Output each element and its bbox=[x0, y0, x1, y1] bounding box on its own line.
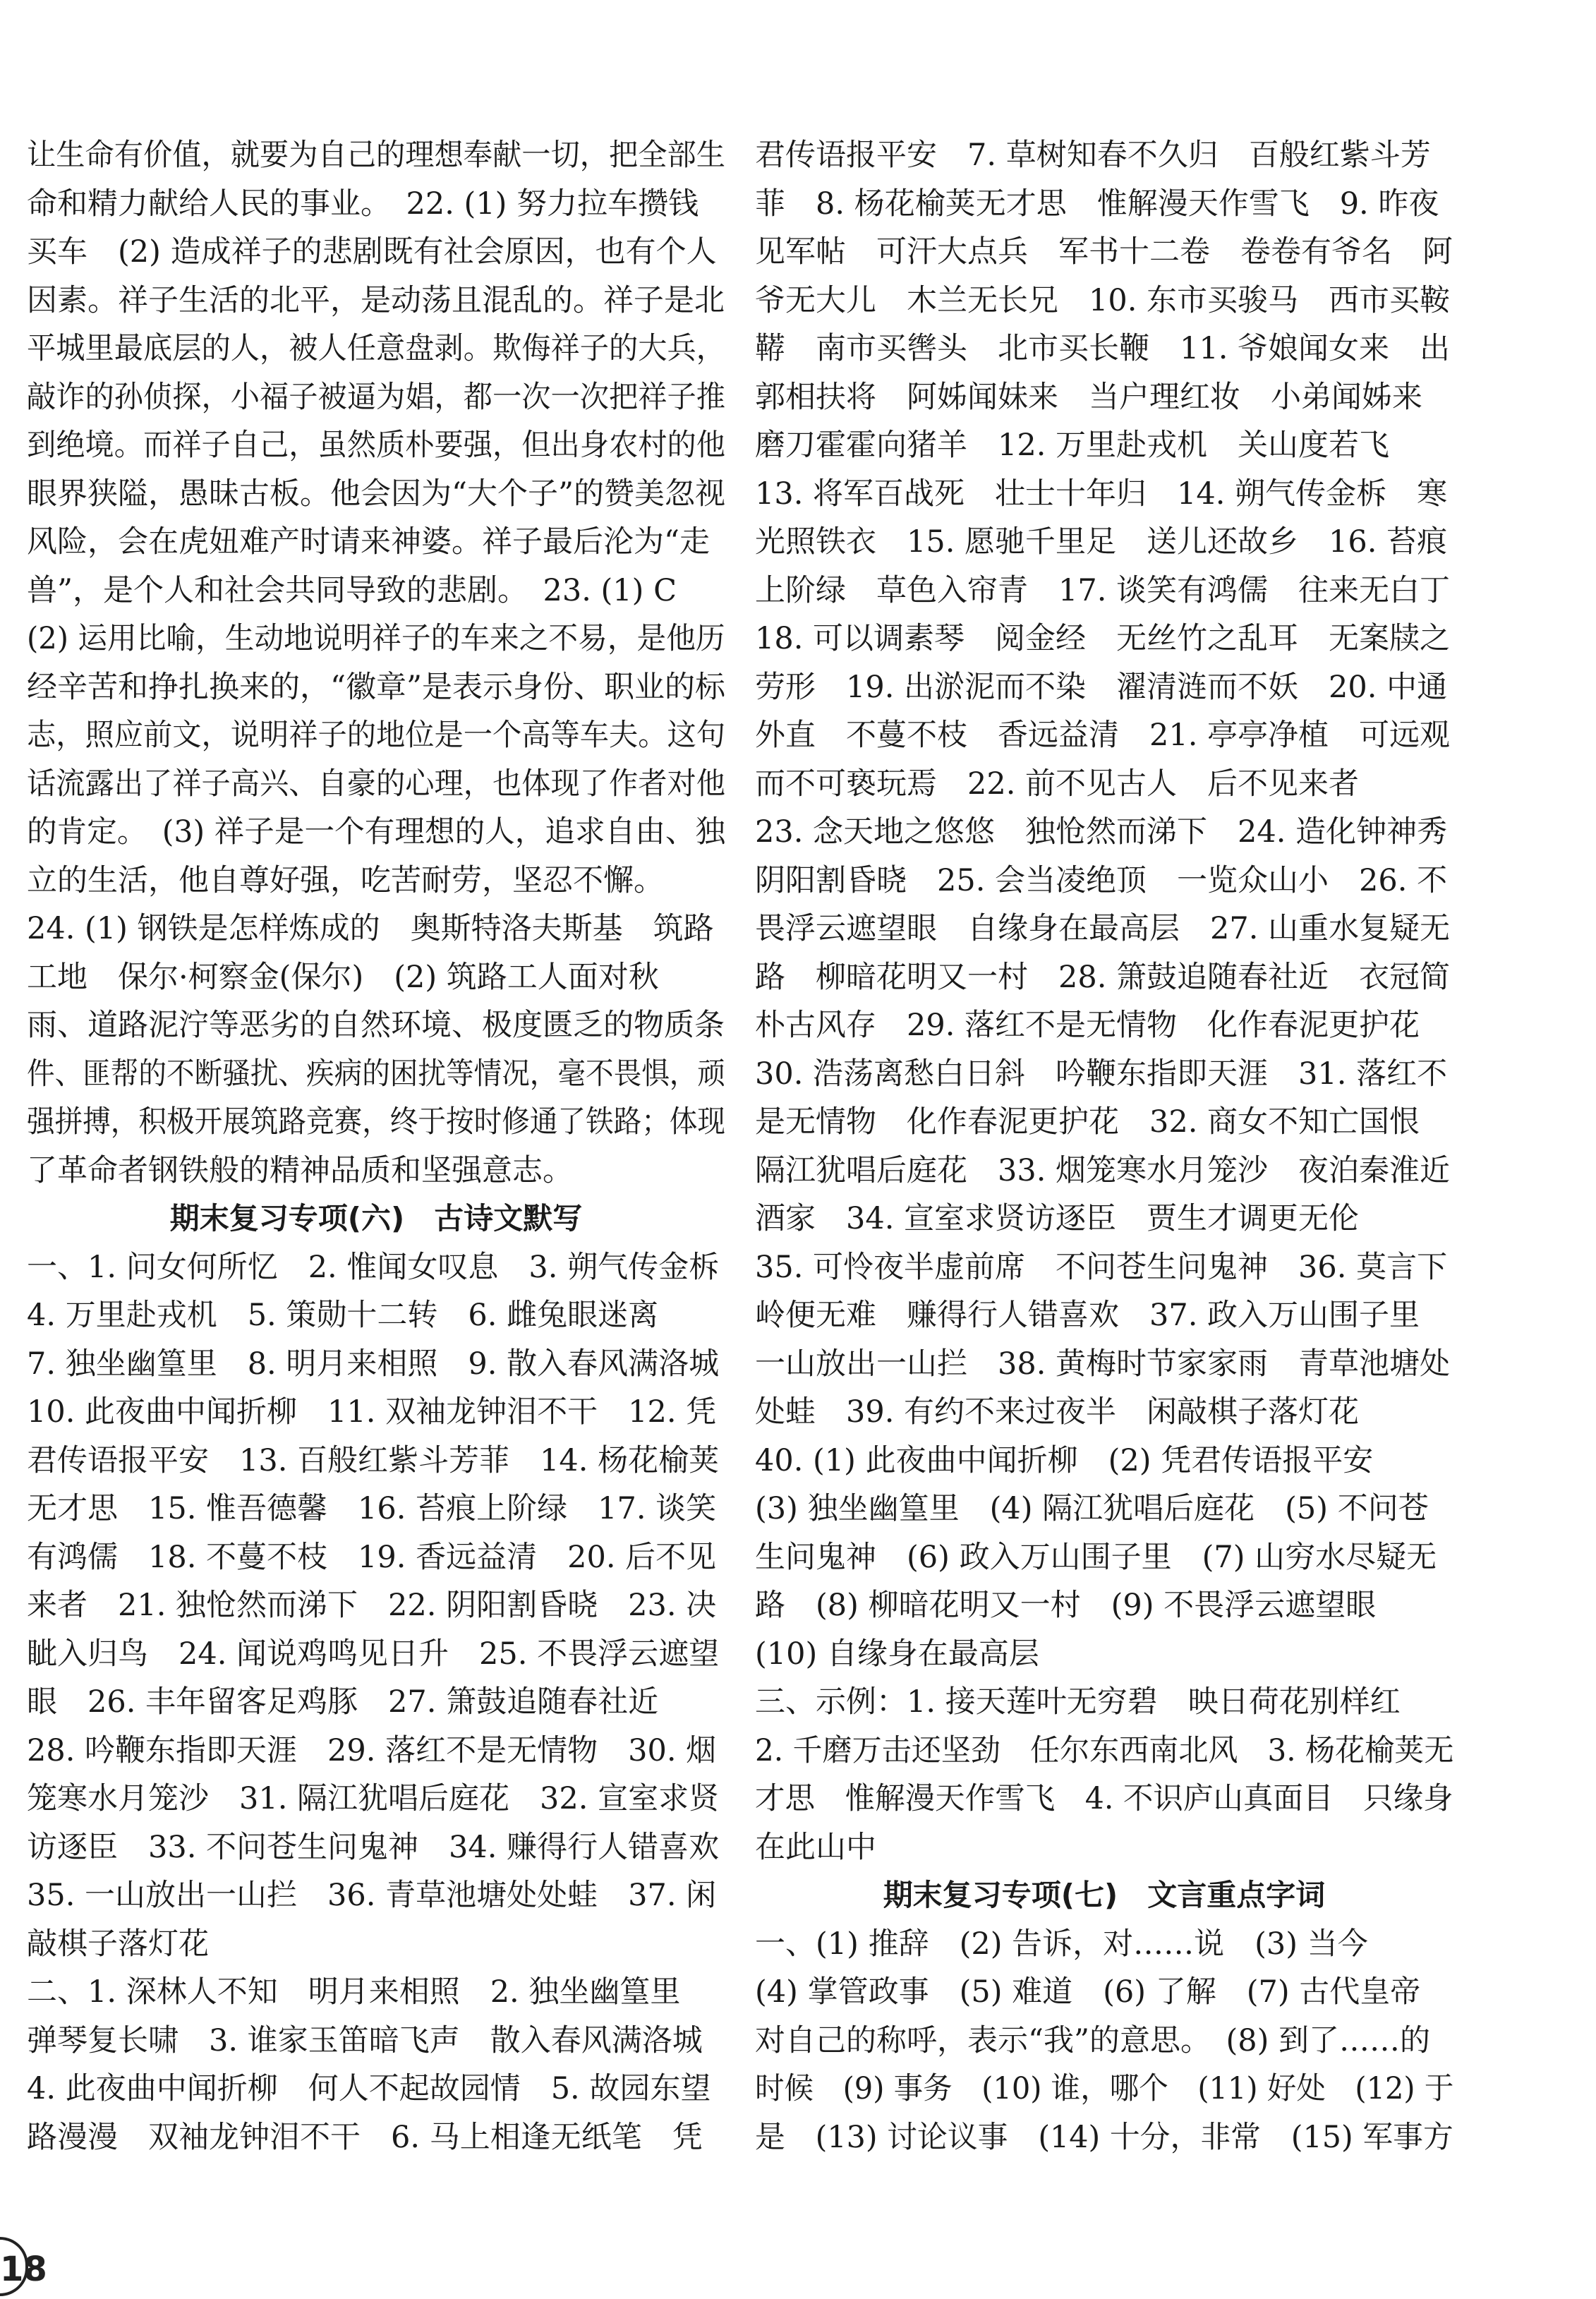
text-line: 笼寒水月笼沙 31. 隔江犹唱后庭花 32. 宣室求贤 bbox=[27, 1781, 720, 1816]
text-line: 生问鬼神 (6) 政入万山围子里 (7) 山穷水尽疑无 bbox=[755, 1539, 1437, 1575]
text-line: (10) 自缘身在最高层 bbox=[755, 1636, 1039, 1672]
text-line: 24. (1) 钢铁是怎样炼成的 奥斯特洛夫斯基 筑路 bbox=[27, 911, 714, 946]
text-line: 2. 千磨万击还坚劲 任尔东西南北风 3. 杨花榆荚无 bbox=[755, 1732, 1454, 1768]
text-line: 35. 可怜夜半虚前席 不问苍生问鬼神 36. 莫言下 bbox=[755, 1249, 1448, 1285]
page-number: 18 bbox=[0, 2250, 47, 2289]
left-column bbox=[27, 131, 725, 2161]
text-line: 君传语报平安 7. 草树知春不久归 百般红紫斗芳 bbox=[755, 138, 1431, 173]
text-line: 上阶绿 草色入帘青 17. 谈笑有鸿儒 往来无白丁 bbox=[755, 572, 1451, 608]
text-line: 雨、道路泥泞等恶劣的自然环境、极度匮乏的物质条 bbox=[27, 1008, 725, 1043]
page-number-badge bbox=[0, 2237, 47, 2296]
text-line: 见军帖 可汗大点兵 军书十二卷 卷卷有爷名 阿 bbox=[755, 234, 1453, 270]
text-line: 菲 8. 杨花榆荚无才思 惟解漫天作雪飞 9. 昨夜 bbox=[755, 186, 1439, 222]
text-line: 28. 吟鞭东指即天涯 29. 落红不是无情物 30. 烟 bbox=[27, 1732, 717, 1768]
text-line: 买车 (2) 造成祥子的悲剧既有社会原因，也有个人 bbox=[27, 234, 717, 270]
text-line: 23. 念天地之悠悠 独怆然而涕下 24. 造化钟神秀 bbox=[755, 814, 1448, 850]
text-line: 7. 独坐幽篁里 8. 明月来相照 9. 散入春风满洛城 bbox=[27, 1346, 720, 1382]
text-line: 立的生活，他自尊好强，吃苦耐劳，坚忍不懈。 bbox=[27, 862, 664, 898]
text-line: 光照铁衣 15. 愿驰千里足 送儿还故乡 16. 苔痕 bbox=[755, 524, 1448, 560]
text-line: 10. 此夜曲中闻折柳 11. 双袖龙钟泪不干 12. 凭 bbox=[27, 1394, 717, 1430]
text-line: 劳形 19. 出淤泥而不染 濯清涟而不妖 20. 中通 bbox=[755, 669, 1448, 705]
text-line: 13. 将军百战死 壮士十年归 14. 朔气传金柝 寒 bbox=[755, 476, 1448, 512]
text-line: 命和精力献给人民的事业。 22. (1) 努力拉车攒钱 bbox=[27, 186, 699, 222]
text-line: 才思 惟解漫天作雪飞 4. 不识庐山真面目 只缘身 bbox=[755, 1781, 1453, 1816]
text-line: 路漫漫 双袖龙钟泪不干 6. 马上相逢无纸笔 凭 bbox=[27, 2119, 703, 2155]
text-line: 畏浮云遮望眼 自缘身在最高层 27. 山重水复疑无 bbox=[755, 911, 1451, 946]
text-line: 磨刀霍霍向猪羊 12. 万里赴戎机 关山度若飞 bbox=[755, 428, 1390, 463]
text-line: 无才思 15. 惟吾德馨 16. 苔痕上阶绿 17. 谈笑 bbox=[27, 1491, 717, 1526]
text-line: (2) 运用比喻，生动地说明祥子的车来之不易，是他历 bbox=[27, 621, 725, 656]
text-line: 外直 不蔓不枝 香远益清 21. 亭亭净植 可远观 bbox=[755, 718, 1451, 753]
text-line: 时候 (9) 事务 (10) 谁，哪个 (11) 好处 (12) 于 bbox=[755, 2071, 1454, 2106]
text-line: 朴古风存 29. 落红不是无情物 化作春泥更护花 bbox=[755, 1008, 1420, 1043]
text-line: 兽”，是个人和社会共同导致的悲剧。 23. (1) C bbox=[27, 572, 677, 608]
section-heading: 期末复习专项(七) 文言重点字词 bbox=[883, 1878, 1326, 1912]
text-line: 了革命者钢铁般的精神品质和坚强意志。 bbox=[27, 1152, 573, 1188]
text-line: 敲诈的孙侦探，小福子被逼为娼，都一次一次把祥子推 bbox=[27, 379, 725, 415]
section-heading: 期末复习专项(六) 古诗文默写 bbox=[169, 1201, 583, 1236]
text-line: 访逐臣 33. 不问苍生问鬼神 34. 赚得行人错喜欢 bbox=[27, 1829, 720, 1865]
text-line: 岭便无难 赚得行人错喜欢 37. 政入万山围子里 bbox=[755, 1298, 1420, 1333]
text-line: 平城里最底层的人，被人任意盘剥。欺侮祥子的大兵， bbox=[27, 331, 725, 366]
text-line: 的肯定。 (3) 祥子是一个有理想的人，追求自由、独 bbox=[27, 814, 726, 850]
text-line: 4. 万里赴戎机 5. 策勋十二转 6. 雌兔眼迷离 bbox=[27, 1298, 659, 1333]
text-line: 经辛苦和挣扎换来的，“徽章”是表示身份、职业的标 bbox=[27, 669, 725, 705]
text-line: 路 柳暗花明又一村 28. 箫鼓追随春社近 衣冠简 bbox=[755, 959, 1451, 995]
text-line: 弹琴复长啸 3. 谁家玉笛暗飞声 散入春风满洛城 bbox=[27, 2022, 703, 2058]
text-line: 是无情物 化作春泥更护花 32. 商女不知亡国恨 bbox=[755, 1104, 1420, 1140]
text-line: (4) 掌管政事 (5) 难道 (6) 了解 (7) 古代皇帝 bbox=[755, 1974, 1421, 2010]
text-line: 因素。祥子生活的北平，是动荡且混乱的。祥子是北 bbox=[27, 282, 725, 318]
text-line: 二、1. 深林人不知 明月来相照 2. 独坐幽篁里 bbox=[27, 1974, 681, 2010]
text-line: 隔江犹唱后庭花 33. 烟笼寒水月笼沙 夜泊秦淮近 bbox=[755, 1152, 1451, 1188]
text-line: 话流露出了祥子高兴、自豪的心理，也体现了作者对他 bbox=[27, 766, 725, 802]
text-line: 一、(1) 推辞 (2) 告诉，对……说 (3) 当今 bbox=[755, 1926, 1368, 1962]
text-line: 眼界狭隘，愚昧古板。他会因为“大个子”的赞美忽视 bbox=[27, 476, 725, 512]
text-line: 志，照应前文，说明祥子的地位是一个高等车夫。这句 bbox=[27, 718, 725, 753]
text-line: 18. 可以调素琴 阅金经 无丝竹之乱耳 无案牍之 bbox=[755, 621, 1451, 656]
text-line: 一山放出一山拦 38. 黄梅时节家家雨 青草池塘处 bbox=[755, 1346, 1451, 1382]
text-line: 是 (13) 讨论议事 (14) 十分，非常 (15) 军事方 bbox=[755, 2119, 1453, 2155]
text-line: 件、匪帮的不断骚扰、疾病的困扰等情况，毫不畏惧，顽 bbox=[27, 1056, 725, 1092]
text-line: 而不可亵玩焉 22. 前不见古人 后不见来者 bbox=[755, 766, 1360, 802]
text-line: 35. 一山放出一山拦 36. 青草池塘处处蛙 37. 闲 bbox=[27, 1878, 717, 1913]
text-line: 30. 浩荡离愁白日斜 吟鞭东指即天涯 31. 落红不 bbox=[755, 1056, 1448, 1092]
text-line: 在此山中 bbox=[755, 1829, 876, 1865]
text-line: 三、示例：1. 接天莲叶无穷碧 映日荷花别样红 bbox=[755, 1684, 1401, 1720]
text-line: 让生命有价值，就要为自己的理想奉献一切，把全部生 bbox=[27, 138, 725, 173]
text-line: (3) 独坐幽篁里 (4) 隔江犹唱后庭花 (5) 不问苍 bbox=[755, 1491, 1429, 1526]
text-line: 眦入归鸟 24. 闻说鸡鸣见日升 25. 不畏浮云遮望 bbox=[27, 1636, 720, 1672]
text-line: 对自己的称呼，表示“我”的意思。 (8) 到了……的 bbox=[755, 2022, 1431, 2058]
text-line: 敲棋子落灯花 bbox=[27, 1926, 209, 1962]
text-line: 4. 此夜曲中闻折柳 何人不起故园情 5. 故园东望 bbox=[27, 2071, 711, 2106]
text-line: 来者 21. 独怆然而涕下 22. 阴阳割昏晓 23. 决 bbox=[27, 1588, 717, 1623]
text-line: 到绝境。而祥子自己，虽然质朴要强，但出身农村的他 bbox=[27, 428, 725, 463]
text-line: 强拼搏，积极开展筑路竞赛，终于按时修通了铁路；体现 bbox=[27, 1104, 725, 1140]
text-line: 40. (1) 此夜曲中闻折柳 (2) 凭君传语报平安 bbox=[755, 1442, 1374, 1478]
text-line: 爷无大儿 木兰无长兄 10. 东市买骏马 西市买鞍 bbox=[755, 282, 1451, 318]
text-line: 一、1. 问女何所忆 2. 惟闻女叹息 3. 朔气传金柝 bbox=[27, 1249, 720, 1285]
text-line: 阴阳割昏晓 25. 会当凌绝顶 一览众山小 26. 不 bbox=[755, 862, 1448, 898]
text-line: 有鸿儒 18. 不蔓不枝 19. 香远益清 20. 后不见 bbox=[27, 1539, 717, 1575]
text-line: 鞯 南市买辔头 北市买长鞭 11. 爷娘闻女来 出 bbox=[755, 331, 1451, 366]
text-line: 工地 保尔·柯察金(保尔) (2) 筑路工人面对秋 bbox=[27, 959, 659, 995]
text-line: 风险，会在虎妞难产时请来神婆。祥子最后沦为“走 bbox=[27, 524, 710, 560]
text-line: 君传语报平安 13. 百般红紫斗芳菲 14. 杨花榆荚 bbox=[27, 1442, 720, 1478]
text-line: 处蛙 39. 有约不来过夜半 闲敲棋子落灯花 bbox=[755, 1394, 1360, 1430]
text-line: 郭相扶将 阿姊闻妹来 当户理红妆 小弟闻姊来 bbox=[755, 379, 1422, 415]
text-line: 酒家 34. 宣室求贤访逐臣 贾生才调更无伦 bbox=[755, 1201, 1360, 1236]
text-line: 眼 26. 丰年留客足鸡豚 27. 箫鼓追随春社近 bbox=[27, 1684, 659, 1720]
text-line: 路 (8) 柳暗花明又一村 (9) 不畏浮云遮望眼 bbox=[755, 1588, 1377, 1623]
right-column bbox=[755, 131, 1453, 2161]
